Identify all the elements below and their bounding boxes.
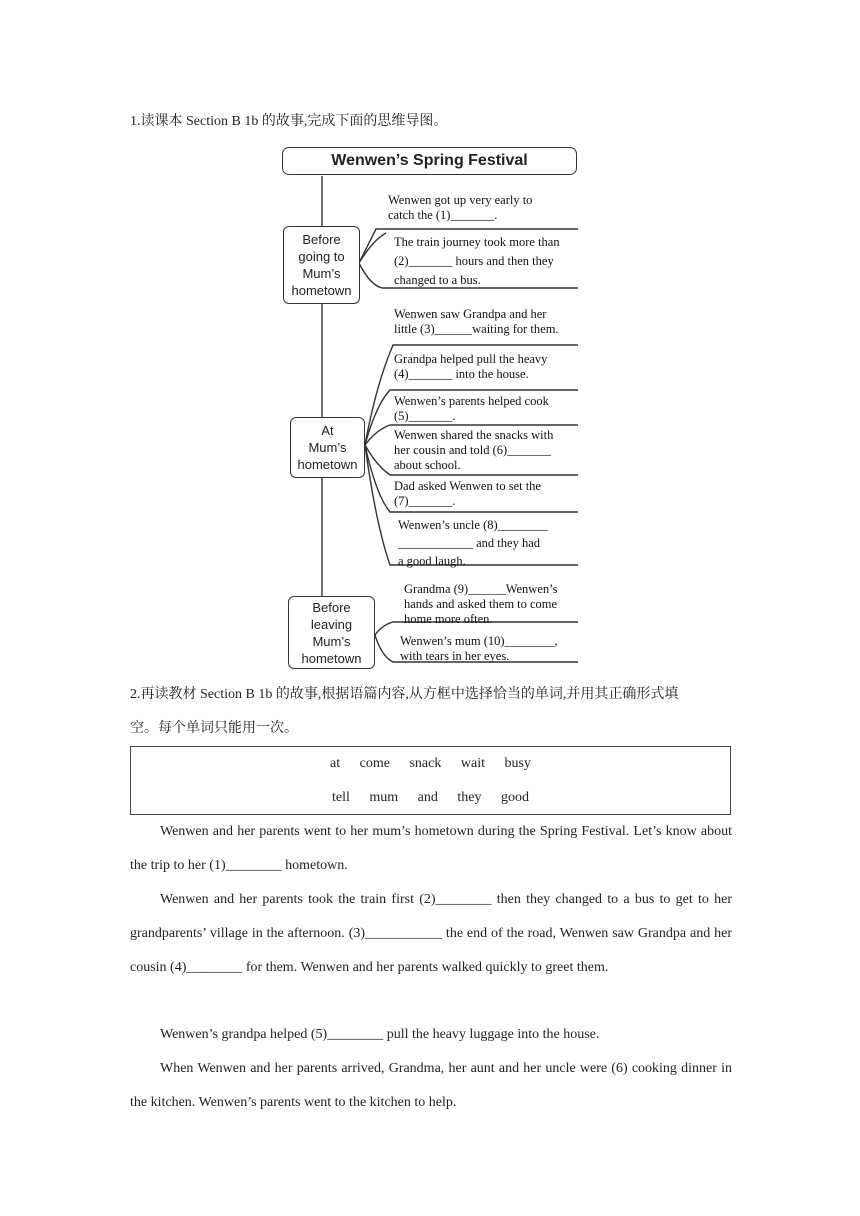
- group-label-line: Mum’s: [312, 633, 351, 649]
- group-at-hometown: [290, 417, 365, 478]
- group-label-line: hometown: [301, 650, 362, 666]
- group-label-line: leaving: [310, 616, 353, 632]
- group-label-line: Mum’s: [302, 266, 341, 281]
- word-bank-item: busy: [504, 756, 531, 771]
- word-bank-item: come: [359, 756, 390, 771]
- leaf-item: Wenwen saw Grandpa and her little (3)______waiting for them.: [394, 307, 559, 336]
- word-bank-box: [130, 746, 731, 815]
- passage-paragraph-4: When Wenwen and her parents arrived, Grandma, her aunt and her uncle were (6) cooking dinner in the kitchen. Wenwen’s parents went to the kitchen to help.: [130, 1061, 732, 1110]
- group-label-line: going to: [298, 249, 345, 264]
- word-bank-item: wait: [460, 756, 485, 771]
- leaf-item: Grandma (9)______Wenwen’s hands and asked them to come home more often.: [404, 582, 558, 626]
- group-label-line: Before: [312, 599, 351, 615]
- group-label-line: hometown: [291, 283, 352, 298]
- word-bank-item: good: [501, 790, 529, 805]
- group-label-line: hometown: [297, 457, 358, 472]
- word-bank-row-1: [131, 756, 730, 772]
- group-before-leaving: [288, 596, 375, 669]
- mind-map: [278, 145, 582, 672]
- passage-paragraph-2: Wenwen and her parents took the train first (2)________ then they changed to a bus to get to her grandparents’ village in the afternoon. (3)___________ the end of the road, Wenwen saw Grandpa and her cousin (4)________ for them. Wenwen and her parents walked quickly to greet them.: [130, 892, 732, 975]
- group-label-line: Mum’s: [308, 440, 347, 455]
- word-bank-item: at: [330, 756, 341, 771]
- group-label-line: Before: [302, 232, 341, 247]
- word-bank-item: snack: [409, 756, 442, 771]
- leaf-item: Grandpa helped pull the heavy (4)_______ into the house.: [394, 352, 548, 381]
- group-before-going: [283, 226, 360, 304]
- word-bank-item: they: [457, 790, 482, 805]
- question-1-title: 1.读课本 Section B 1b 的故事,完成下面的思维导图。: [130, 114, 448, 129]
- leaf-item: Wenwen’s parents helped cook (5)_______.: [394, 394, 549, 423]
- mind-map-title: Wenwen’s Spring Festival: [282, 147, 577, 175]
- word-bank-item: mum: [369, 790, 399, 805]
- group-label-line: At: [321, 423, 334, 438]
- question-2-title-line1: 2.再读教材 Section B 1b 的故事,根据语篇内容,从方框中选择恰当的单词,并用其正确形式填: [130, 687, 679, 702]
- word-bank-item: and: [417, 790, 438, 805]
- word-bank-row-2: [131, 790, 730, 806]
- question-2-title-line2: 空。每个单词只能用一次。: [130, 721, 298, 736]
- leaf-item: Wenwen’s mum (10)________, with tears in her eyes.: [400, 634, 558, 663]
- leaf-item: Dad asked Wenwen to set the (7)_______.: [394, 479, 541, 508]
- leaf-item: Wenwen shared the snacks with her cousin and told (6)_______ about school.: [394, 428, 554, 472]
- leaf-item: Wenwen’s uncle (8)________ ____________ and they had a good laugh.: [398, 518, 548, 568]
- passage-paragraph-1: Wenwen and her parents went to her mum’s hometown during the Spring Festival. Let’s know about the trip to her (1)________ hometown.: [130, 824, 732, 873]
- leaf-item: The train journey took more than (2)_______ hours and then they changed to a bus.: [394, 235, 560, 287]
- word-bank-item: tell: [332, 790, 350, 805]
- leaf-item: Wenwen got up very early to catch the (1)_______.: [388, 193, 533, 222]
- passage-paragraph-3: Wenwen’s grandpa helped (5)________ pull the heavy luggage into the house.: [160, 1027, 600, 1042]
